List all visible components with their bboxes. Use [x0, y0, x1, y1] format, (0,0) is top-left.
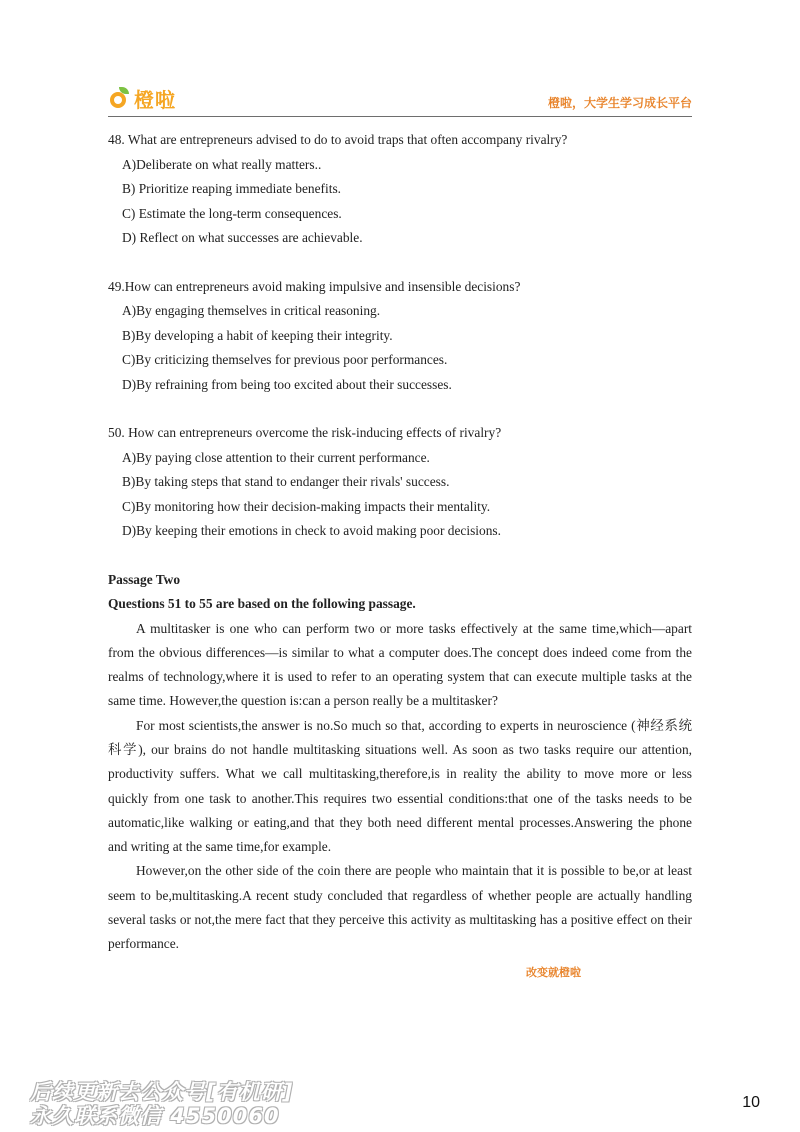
- passage-paragraph-3: However,on the other side of the coin there are people who maintain that it is possible to be,or at least seem to be,multitasking.A recent study concluded that regardless of whether people are actually handling several tasks or not,the mere fact that they perceive this activity as multitasking has a positive effect on their performance.: [108, 863, 692, 952]
- passage-title: Passage Two: [108, 571, 181, 587]
- question-50: [108, 421, 692, 544]
- watermark-line-2: 永久联系微信 4550060: [30, 1104, 280, 1128]
- option-d: D)By keeping their emotions in check to avoid making poor decisions.: [122, 523, 501, 538]
- logo-text: 橙啦: [134, 88, 176, 112]
- header-slogan: 橙啦，大学生学习成长平台: [547, 96, 692, 110]
- option-b: B)By developing a habit of keeping their integrity.: [122, 327, 393, 343]
- passage-paragraph-1: A multitasker is one who can perform two or more tasks effectively at the same time,which—apart from the obvious differences—is similar to what a computer does.The concept does indeed come from the realms of technology,where it is used to refer to an operating system that can execute multiple tasks at the same time. However,the question is:can a person really be a multitasker?: [108, 620, 692, 709]
- option-a: A)Deliberate on what really matters..: [122, 156, 322, 172]
- passage-instruction: Questions 51 to 55 are based on the following passage.: [108, 596, 416, 611]
- orange-logo-icon: [108, 87, 132, 111]
- option-c: C)By monitoring how their decision-making impacts their mentality.: [122, 498, 491, 514]
- document-body: [108, 128, 692, 957]
- question-48: [108, 128, 692, 251]
- option-a: A)By engaging themselves in critical reasoning.: [122, 303, 381, 318]
- passage-paragraph-2: For most scientists,the answer is no.So much so that, according to experts in neuroscience (神经系统科学), our brains do not handle multitasking situations well. As soon as two tasks require our attention, productivity suffers. What we call multitasking,therefore,is in reality the ability to move more or less quickly from one task to another.This requires two essential conditions:that one of the tasks needs to be automatic,like walking or eating,and that they both need different mental processes.Answering the phone and writing at the same time,for example.: [108, 717, 692, 855]
- option-b: B)By taking steps that stand to endanger their rivals' success.: [122, 474, 450, 489]
- question-stem: 49.How can entrepreneurs avoid making impulsive and insensible decisions?: [108, 278, 521, 294]
- option-c: C) Estimate the long-term consequences.: [122, 205, 342, 221]
- question-stem: 48. What are entrepreneurs advised to do to avoid traps that often accompany rivalry?: [108, 132, 568, 147]
- option-b: B) Prioritize reaping immediate benefits.: [122, 181, 342, 196]
- page-header: [108, 82, 692, 117]
- footer-note: 改变就橙啦: [526, 966, 581, 979]
- option-a: A)By paying close attention to their current performance.: [122, 449, 430, 465]
- option-d: D)By refraining from being too excited about their successes.: [122, 376, 452, 392]
- question-stem: 50. How can entrepreneurs overcome the risk-inducing effects of rivalry?: [108, 425, 502, 440]
- option-d: D) Reflect on what successes are achievable.: [122, 230, 363, 245]
- question-49: [108, 275, 692, 398]
- page-number: 10: [742, 1094, 760, 1111]
- logo: [108, 84, 176, 113]
- watermark-line-1: 后续更新去公众号[有机研]: [30, 1080, 294, 1104]
- option-c: C)By criticizing themselves for previous poor performances.: [122, 352, 448, 367]
